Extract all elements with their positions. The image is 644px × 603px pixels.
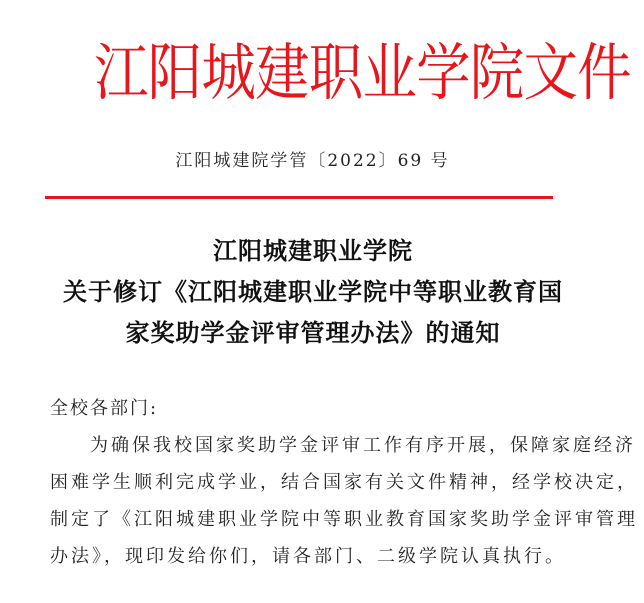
paragraph-line-1: 为确保我校国家奖助学金评审工作有序开展，保障家庭经济 [90,435,636,456]
notice-body [50,395,638,580]
paragraph-line-4: 办法》，现印发给你们，请各部门、二级学院认真执行。 [50,546,566,567]
red-divider-line [45,196,553,199]
document-number: 江阳城建院学管〔2022〕69 号 [175,151,450,171]
notice-title [0,234,626,357]
document-header-title: 江阳城建职业学院文件 [94,36,631,109]
notice-title-line-1: 江阳城建职业学院 [213,236,413,265]
salutation: 全校各部门: [50,398,159,419]
paragraph-line-2: 困难学生顺利完成学业，结合国家有关文件精神，经学校决定， [50,472,638,493]
paragraph-line-3: 制定了《江阳城建职业学院中等职业教育国家奖助学金评审管理 [50,509,638,530]
notice-title-line-2: 关于修订《江阳城建职业学院中等职业教育国 [63,277,563,306]
body-paragraph [50,432,638,580]
notice-title-line-3: 家奖助学金评审管理办法》的通知 [125,318,501,347]
